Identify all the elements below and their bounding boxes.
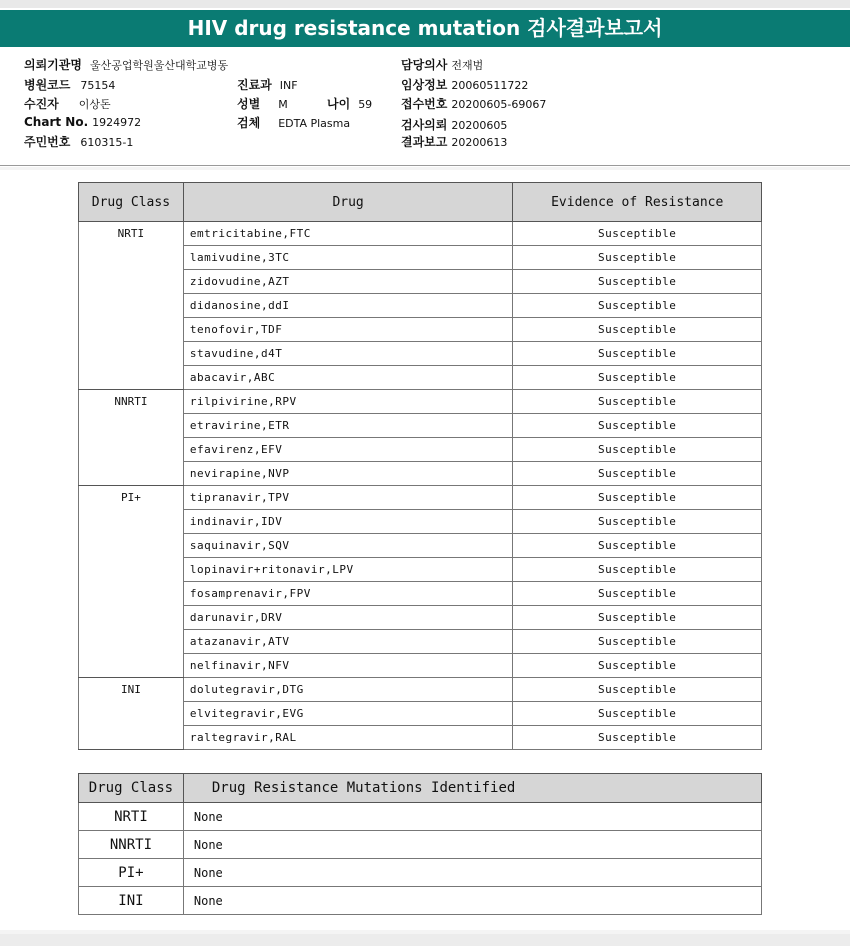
evidence-cell: Susceptible [513, 390, 762, 414]
mutation-class-cell: INI [79, 887, 184, 915]
mutation-table [78, 773, 762, 915]
doctor-value: 전재범 [451, 59, 484, 72]
drug-class-cell: NRTI [79, 222, 184, 390]
evidence-cell: Susceptible [513, 318, 762, 342]
dept-value: INF [279, 79, 298, 92]
drug-cell: efavirenz,EFV [183, 438, 513, 462]
drug-cell: didanosine,ddI [183, 294, 513, 318]
table-row [79, 222, 762, 246]
evidence-cell: Susceptible [513, 630, 762, 654]
dept-label: 진료과 [237, 78, 272, 92]
receipt-no-label: 접수번호 [401, 97, 448, 111]
drug-class-cell: PI+ [79, 486, 184, 678]
evidence-cell: Susceptible [513, 222, 762, 246]
dept-field [237, 76, 298, 93]
age-field [327, 95, 372, 112]
chart-no-value: 1924972 [92, 116, 142, 129]
chart-no-field [24, 115, 141, 129]
request-date-label: 검사의뢰 [401, 118, 448, 132]
drug-class-cell: INI [79, 678, 184, 750]
specimen-field [237, 114, 350, 131]
mutation-class-cell: PI+ [79, 859, 184, 887]
table-row [79, 831, 762, 859]
evidence-cell: Susceptible [513, 462, 762, 486]
request-date-field [401, 116, 507, 133]
evidence-cell: Susceptible [513, 342, 762, 366]
resident-no-value: 610315-1 [80, 136, 134, 149]
drug-cell: tipranavir,TPV [183, 486, 513, 510]
mutation-table-body [79, 803, 762, 915]
drug-resistance-table [78, 182, 762, 750]
table-row [79, 859, 762, 887]
table-row [79, 803, 762, 831]
mutation-value-cell: None [183, 887, 761, 915]
drug-cell: tenofovir,TDF [183, 318, 513, 342]
receipt-no-value: 20200605-69067 [451, 98, 547, 111]
mutation-class-cell: NNRTI [79, 831, 184, 859]
mutation-class-header: Drug Class [79, 774, 184, 803]
drug-cell: rilpivirine,RPV [183, 390, 513, 414]
hospital-code-field [24, 76, 115, 93]
mutation-identified-header: Drug Resistance Mutations Identified [183, 774, 761, 803]
clinical-info-label: 임상정보 [401, 78, 448, 92]
evidence-cell: Susceptible [513, 702, 762, 726]
chart-no-label: Chart No. [24, 115, 89, 129]
drug-cell: darunavir,DRV [183, 606, 513, 630]
report-date-label: 결과보고 [401, 135, 448, 149]
resident-no-field [24, 133, 133, 150]
table-row [79, 887, 762, 915]
mutation-value-cell: None [183, 859, 761, 887]
drug-cell: fosamprenavir,FPV [183, 582, 513, 606]
drug-cell: nevirapine,NVP [183, 462, 513, 486]
age-label: 나이 [327, 97, 351, 111]
table-row [79, 390, 762, 414]
drug-table-header-row [79, 183, 762, 222]
drug-cell: nelfinavir,NFV [183, 654, 513, 678]
evidence-cell: Susceptible [513, 534, 762, 558]
top-strip [0, 0, 850, 8]
drug-cell: lopinavir+ritonavir,LPV [183, 558, 513, 582]
drug-cell: emtricitabine,FTC [183, 222, 513, 246]
report-date-field [401, 133, 507, 150]
evidence-cell: Susceptible [513, 606, 762, 630]
evidence-cell: Susceptible [513, 726, 762, 750]
drug-cell: zidovudine,AZT [183, 270, 513, 294]
evidence-cell: Susceptible [513, 678, 762, 702]
resident-no-label: 주민번호 [24, 135, 71, 149]
patient-header [0, 47, 850, 166]
evidence-cell: Susceptible [513, 270, 762, 294]
evidence-cell: Susceptible [513, 366, 762, 390]
mutation-value-cell: None [183, 831, 761, 859]
drug-class-cell: NNRTI [79, 390, 184, 486]
specimen-value: EDTA Plasma [278, 117, 351, 130]
drug-cell: etravirine,ETR [183, 414, 513, 438]
institution-label: 의뢰기관명 [24, 58, 82, 72]
age-value: 59 [358, 98, 373, 111]
drug-cell: lamivudine,3TC [183, 246, 513, 270]
sex-label: 성별 [237, 97, 261, 111]
evidence-cell: Susceptible [513, 438, 762, 462]
report-title: HIV drug resistance mutation 검사결과보고서 [0, 10, 850, 47]
drug-cell: atazanavir,ATV [183, 630, 513, 654]
institution-field [24, 56, 228, 73]
institution-value: 울산공업학원울산대학교병동 [89, 59, 229, 72]
drug-header: Drug [183, 183, 513, 222]
evidence-header: Evidence of Resistance [513, 183, 762, 222]
drug-cell: elvitegravir,EVG [183, 702, 513, 726]
table-row [79, 486, 762, 510]
receipt-no-field [401, 95, 546, 112]
evidence-cell: Susceptible [513, 654, 762, 678]
drug-cell: dolutegravir,DTG [183, 678, 513, 702]
mutation-table-header-row [79, 774, 762, 803]
clinical-info-value: 20060511722 [451, 79, 529, 92]
patient-field [24, 95, 111, 112]
drug-table-body [79, 222, 762, 750]
drug-cell: stavudine,d4T [183, 342, 513, 366]
drug-cell: saquinavir,SQV [183, 534, 513, 558]
sex-value: M [278, 98, 288, 111]
report-date-value: 20200613 [451, 136, 508, 149]
drug-cell: abacavir,ABC [183, 366, 513, 390]
evidence-cell: Susceptible [513, 246, 762, 270]
doctor-label: 담당의사 [401, 58, 448, 72]
request-date-value: 20200605 [451, 119, 508, 132]
patient-label: 수진자 [24, 97, 59, 111]
sex-field [237, 95, 288, 112]
drug-cell: indinavir,IDV [183, 510, 513, 534]
footer-strip [0, 934, 850, 946]
hospital-code-label: 병원코드 [24, 78, 71, 92]
hospital-code-value: 75154 [80, 79, 116, 92]
doctor-field [401, 56, 483, 73]
drug-cell: raltegravir,RAL [183, 726, 513, 750]
mutation-class-cell: NRTI [79, 803, 184, 831]
evidence-cell: Susceptible [513, 510, 762, 534]
evidence-cell: Susceptible [513, 294, 762, 318]
evidence-cell: Susceptible [513, 414, 762, 438]
mutation-value-cell: None [183, 803, 761, 831]
evidence-cell: Susceptible [513, 558, 762, 582]
clinical-info-field [401, 76, 528, 93]
evidence-cell: Susceptible [513, 582, 762, 606]
drug-class-header: Drug Class [79, 183, 184, 222]
table-row [79, 678, 762, 702]
evidence-cell: Susceptible [513, 486, 762, 510]
patient-value: 이상돈 [78, 98, 111, 111]
specimen-label: 검체 [237, 116, 261, 130]
